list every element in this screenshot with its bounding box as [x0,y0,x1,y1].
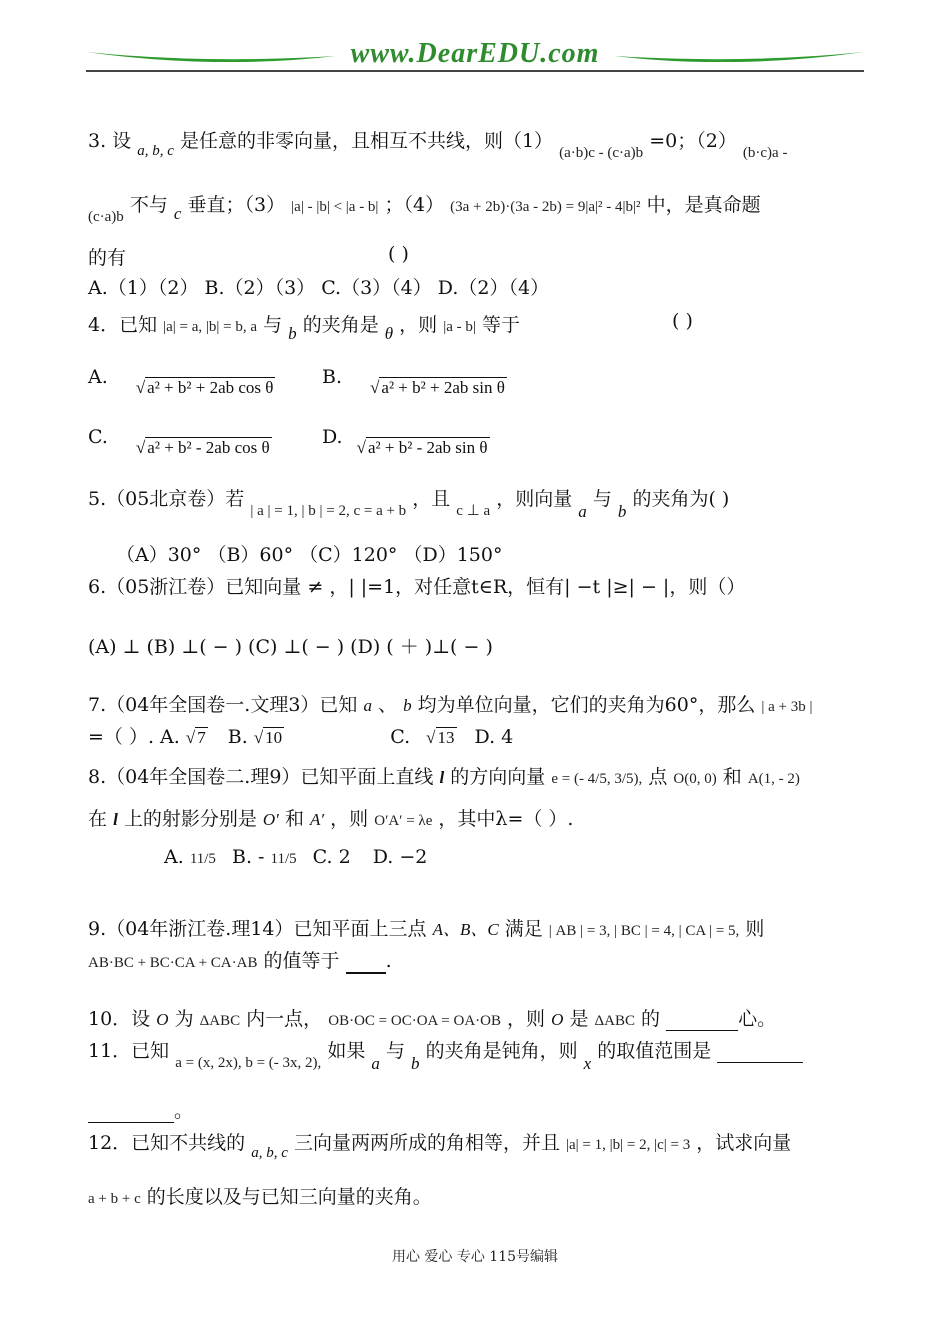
q4-option-c: C. √ a² + b² - 2ab cos θ [88,426,270,457]
page-footer: 用心 爱心 专心 115号编辑 [391,1249,559,1265]
site-logo-text: www.DearEDU.com [350,38,600,69]
q6-stem: 6.（05浙江卷）已知向量 ≠ ，| |=1，对任意t∈R，恒有| −t |≥| − |，则（） [88,576,746,598]
q6-options: (A) ⊥ (B) ⊥( − ) (C) ⊥( − ) (D) ( ＋ )⊥( − ) [88,636,493,658]
q5-stem: 5.（05北京卷）若 $_{| a | = 1, | b | = 2, c = a + b}$ ，且 $_{c \perp a}$ ，则向量 a 与 b 的夹角为( ) [88,488,730,521]
q3-options: A.（1）（2） B.（2）（3） C.（3）（4） D.（2）（4） [88,277,550,299]
q12-line2: a + b + c 的长度以及与已知三向量的夹角。 [88,1186,432,1208]
q4-stem: 4．已知 |a| = a, |b| = b, a 与 b 的夹角是 θ ，则 |a - b| 等于 ( ) [88,310,693,343]
q12-stem: 12．已知不共线的 $_{a, b, c}$ 三向量两两所成的角相等，并且 |a| = 1, |b| = 2, |c| = 3 ，试求向量 [88,1132,792,1161]
q4-option-a: A. √ a² + b² + 2ab cos θ [88,366,274,397]
q3-line3: 的有 ( ) [88,243,409,269]
q8-stem: 8.（04年全国卷二.理9）已知平面上直线 l 的方向向量 e = (- 4/5, 3/5), 点 O(0, 0) 和 A(1, - 2) [88,766,800,788]
q8-options: A. 11/5 B. - 11/5 C. 2 D. −2 [164,846,428,868]
q5-options: （A）30° （B）60° （C）120° （D）150° [116,544,503,566]
q9-stem: 9.（04年浙江卷.理14）已知平面上三点 A、B、C 满足 | AB | = 3, | BC | = 4, | CA | = 5, 则 [88,918,765,940]
header-rule [86,70,864,72]
q4-option-d: D. √ a² + b² - 2ab sin θ [322,426,488,457]
q7-options: =（ ）. A. √ 7 B. √ 10 C. √ 13 D. 4 [88,726,514,748]
q11-line2: 。 [88,1096,193,1123]
q3-line1: 3. 设 $_{a, b, c}$ 是任意的非零向量，且相互不共线，则（1） $_{(a\cdot b)c - (c\cdot a)b}$ =0；（2） $_{(b\cdot c)a -}$ [88,130,788,161]
q8-line2: 在 l 上的射影分别是 O′ 和 A′ ，则 O′A′ = λe ，其中λ=（ ）. [88,808,574,830]
site-header [86,38,864,72]
q11-stem: 11．已知 $_{a = (x, 2x), b = (- 3x, 2),}$ 如果 a 与 b 的夹角是钝角，则 x 的取值范围是 [88,1036,803,1074]
q3-line2: $_{(c\cdot a)b}$ 不与 c 垂直；（3） |a| - |b| < |a - b| ；（4） (3a + 2b)·(3a - 2b) = 9|a|² - 4|b|² 中，是真命题 [88,194,761,225]
q10-stem: 10．设 O 为 ΔABC 内一点， OB·OC = OC·OA = OA·OB ，则 O 是 ΔABC 的 心。 [88,1008,777,1030]
q7-stem: 7.（04年全国卷一.文理3）已知 a 、 b 均为单位向量，它们的夹角为60°，那么 | a + 3b | [88,694,813,716]
q4-option-b: B. √ a² + b² + 2ab sin θ [322,366,505,397]
q9-line2: AB·BC + BC·CA + CA·AB 的值等于 . [88,950,392,972]
